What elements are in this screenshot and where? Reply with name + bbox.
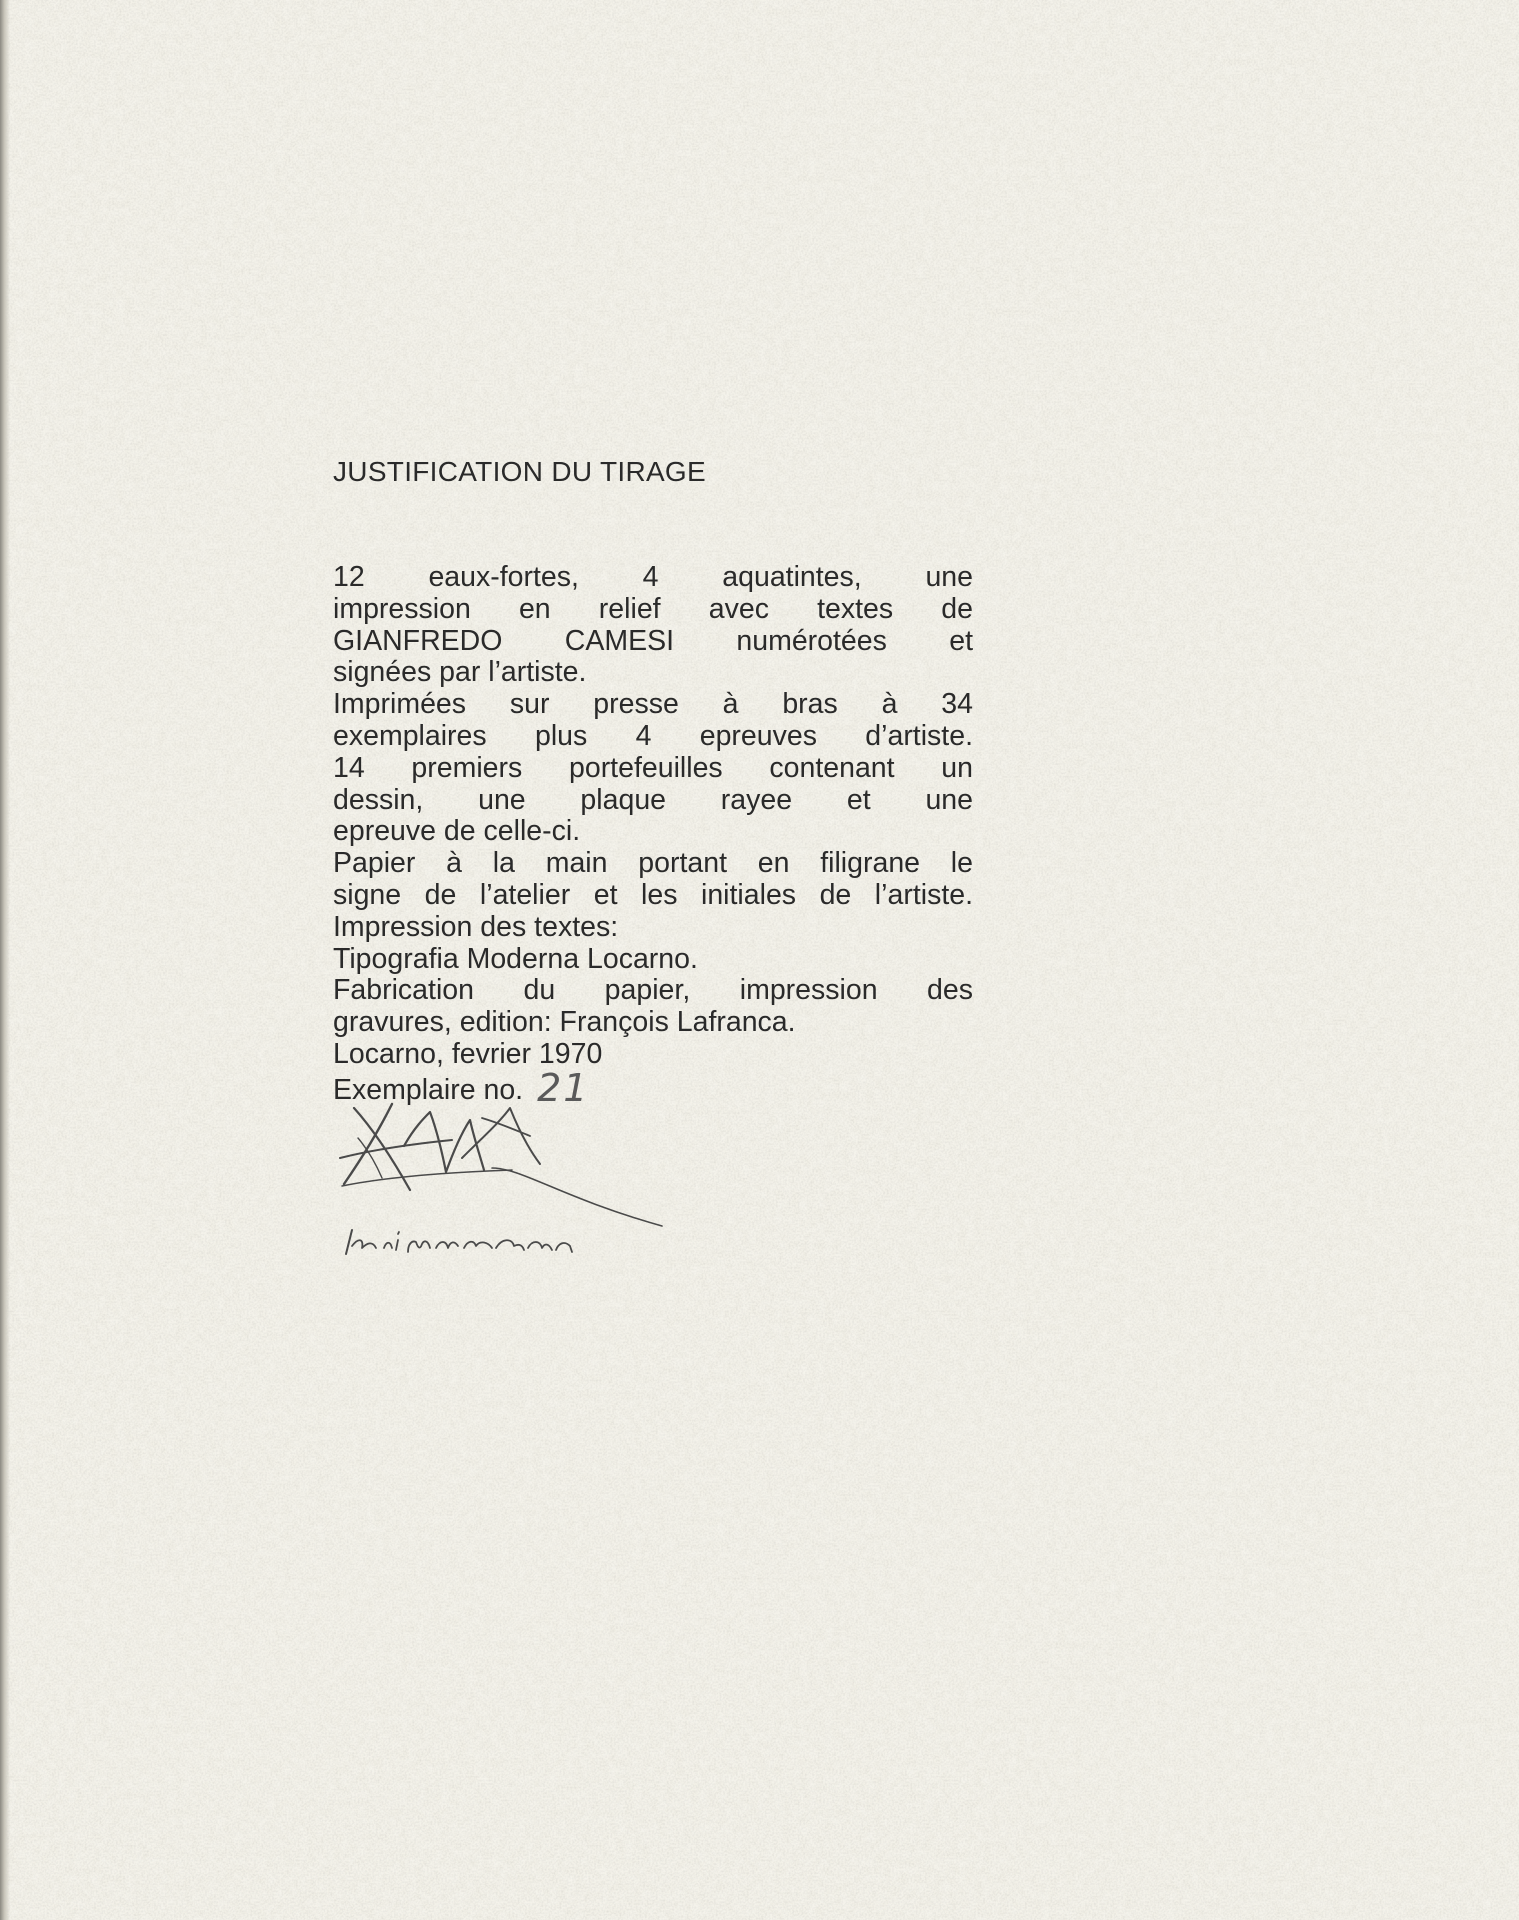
colophon-line: exemplaires plus 4 epreuves d’artiste.: [333, 719, 973, 752]
colophon-line: impression en relief avec textes de: [333, 592, 973, 625]
colophon-line: 14 premiers portefeuilles contenant un: [333, 751, 973, 784]
colophon-text: [333, 452, 1033, 1110]
colophon-line: Fabrication du papier, impression des: [333, 974, 973, 1007]
colophon-line: signe de l’atelier et les initiales de l’artiste.: [333, 878, 973, 911]
colophon-line: Papier à la main portant en filigrane le: [333, 847, 973, 880]
colophon-line: Tipografia Moderna Locarno.: [333, 942, 698, 975]
colophon-line: Imprimées sur presse à bras à 34: [333, 688, 973, 721]
exemplaire-number: 21: [537, 1065, 590, 1110]
colophon-line: 12 eaux-fortes, 4 aquatintes, une: [333, 561, 973, 593]
page-edge-shadow: [0, 0, 10, 1920]
handwritten-signatures: [332, 1098, 672, 1278]
colophon-line: signées par l’artiste.: [333, 656, 587, 689]
colophon-heading: JUSTIFICATION DU TIRAGE: [333, 456, 706, 487]
colophon-line: Impression des textes:: [333, 910, 619, 943]
colophon-line: dessin, une plaque rayee et une: [333, 783, 973, 816]
colophon-line: Locarno, fevrier 1970: [333, 1037, 603, 1070]
colophon-line: GIANFREDO CAMESI numérotées et: [333, 624, 973, 657]
colophon-line: gravures, edition: François Lafranca.: [333, 1006, 796, 1039]
colophon-line: epreuve de celle-ci.: [333, 815, 581, 848]
exemplaire-label: Exemplaire no.: [333, 1073, 524, 1106]
